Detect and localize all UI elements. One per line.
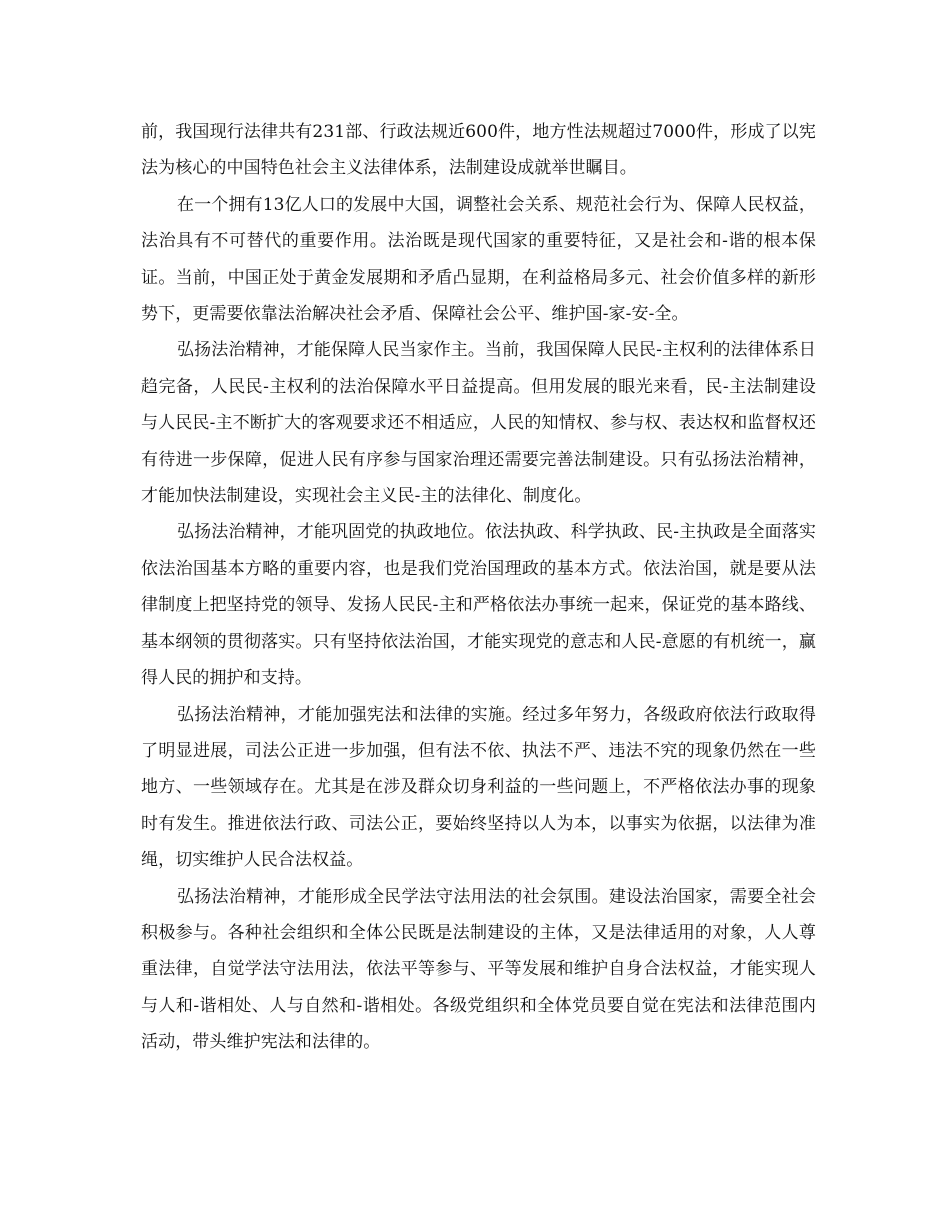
paragraph-people-as-masters: 弘扬法治精神，才能保障人民当家作主。当前，我国保障人民民-主权利的法律体系日趋完备，人民民-主权利的法治保障水平日益提高。但用发展的眼光来看，民-主法制建设与人民民-主不断扩大的客观要求还不相适应，人民的知情权、参与权、表达权和监督权还有待进一步保障，促进人民有序参与国家治理还需要完善法制建设。只有弘扬法治精神，才能加快法制建设，实现社会主义民-主的法律化、制度化。 bbox=[141, 340, 816, 507]
paragraph-constitution-implementation: 弘扬法治精神，才能加强宪法和法律的实施。经过多年努力，各级政府依法行政取得了明显进展，司法公正进一步加强，但有法不依、执法不严、违法不究的现象仍然在一些地方、一些领域存在。尤其是在涉及群众切身利益的一些问题上，不严格依法办事的现象时有发生。推进依法行政、司法公正，要始终坚持以人为本，以事实为依据，以法律为准绳，切实维护人民合法权益。 bbox=[141, 704, 816, 871]
document-body bbox=[141, 114, 816, 1061]
paragraph-ruling-position: 弘扬法治精神，才能巩固党的执政地位。依法执政、科学执政、民-主执政是全面落实依法治国基本方略的重要内容，也是我们党治国理政的基本方式。依法治国，就是要从法律制度上把坚持党的领导、发扬人民民-主和严格依法办事统一起来，保证党的基本路线、基本纲领的贯彻落实。只有坚持依法治国，才能实现党的意志和人民-意愿的有机统一，赢得人民的拥护和支持。 bbox=[141, 522, 816, 689]
paragraph-continuation: 前，我国现行法律共有231部、行政法规近600件，地方性法规超过7000件，形成了以宪法为核心的中国特色社会主义法律体系，法制建设成就举世瞩目。 bbox=[141, 122, 816, 179]
paragraph-social-atmosphere: 弘扬法治精神，才能形成全民学法守法用法的社会氛围。建设法治国家，需要全社会积极参与。各种社会组织和全体公民既是法制建设的主体，又是法律适用的对象，人人尊重法律，自觉学法守法用法，依法平等参与、平等发展和维护自身合法权益，才能实现人与人和-谐相处、人与自然和-谐相处。各级党组织和全体党员要自觉在宪法和法律范围内活动，带头维护宪法和法律的。 bbox=[141, 886, 816, 1053]
paragraph-rule-of-law-role: 在一个拥有13亿人口的发展中大国，调整社会关系、规范社会行为、保障人民权益，法治具有不可替代的重要作用。法治既是现代国家的重要特征，又是社会和-谐的根本保证。当前，中国正处于黄金发展期和矛盾凸显期，在利益格局多元、社会价值多样的新形势下，更需要依靠法治解决社会矛盾、保障社会公平、维护国-家-安-全。 bbox=[141, 194, 816, 325]
